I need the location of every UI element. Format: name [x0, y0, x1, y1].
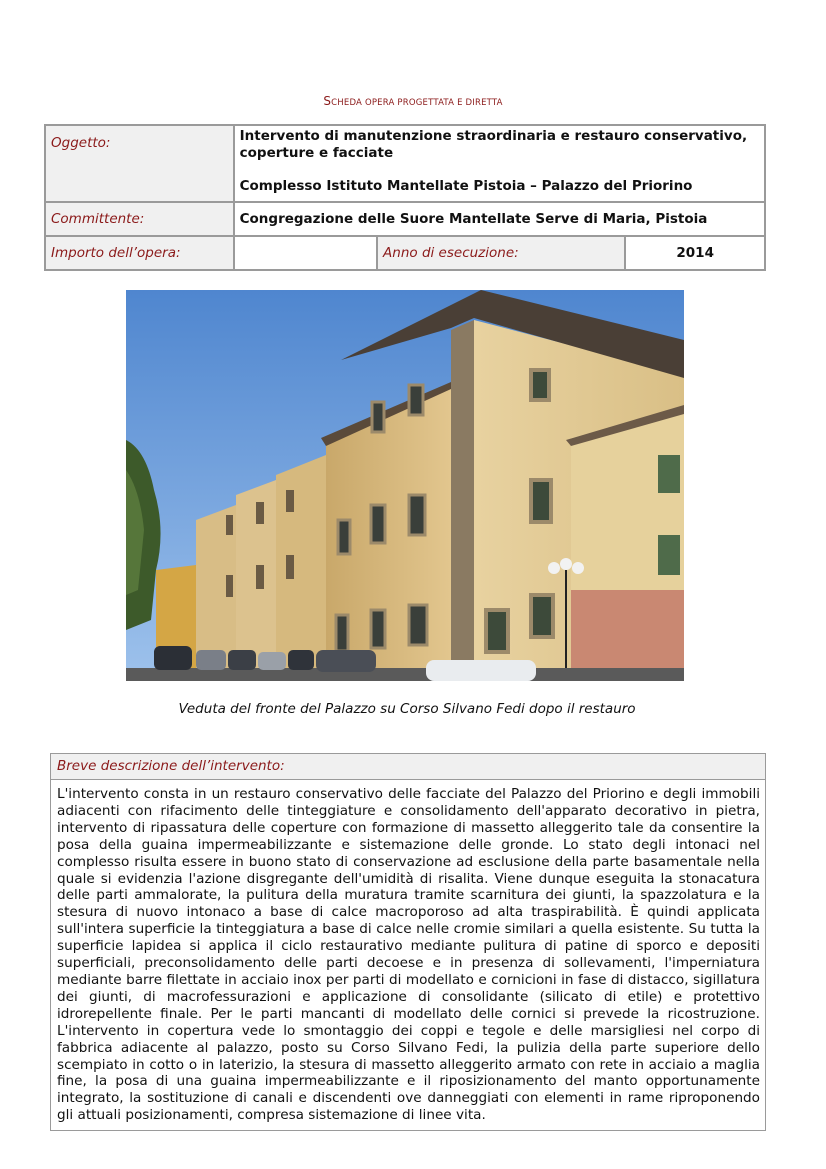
header-initial: S	[323, 94, 332, 108]
description-box	[50, 753, 766, 1131]
anno-value: 2014	[625, 236, 765, 270]
description-text: L'intervento consta in un restauro conservativo delle facciate del Palazzo del Priorino e degli immobili adiacenti con rifacimento delle tinteggiature e consolidamento dell'apparato decorativo in pietra, intervento di ripassatura delle coperture con formazione di massetto alleggerito tale da consentire la posa della guaina impermeabilizzante e sistemazione delle gronde. Lo stato degli intonaci nel complesso risulta essere in buono stato di conservazione ad esclusione della parte basamentale nella quale si evidenzia l'azione disgregante dell'umidità di risalita. Viene dunque eseguita la stonacatura delle parti ammalorate, la pulitura della muratura tramite scarnitura dei giunti, la spazzolatura e la stesura di nuovo intonaco a base di calce macroporoso ad alta traspirabilità. È quindi applicata sull'intera superficie la tinteggiatura a base di calce nelle cromie similari a quella esistente. Su tutta la superficie lapidea si applica il ciclo restaurativo mediante pulitura di patine di sporco e depositi superficiali, preconsolidamento delle parti decoese e in presenza di sollevamenti, l'imperniatura mediante barre filettate in acciaio inox per parti di modellato e cornicioni in fase di distacco, sigillatura dei giunti, di macrofessurazioni e applicazione di consolidante (silicato di etile) e protettivo idrorepellente finale. Per le parti mancanti di modellato delle cornici si prevede la ricostruzione. L'intervento in copertura vede lo smontaggio dei coppi e tegole e delle marsigliesi nel corpo di fabbrica adiacente al palazzo, posto su Corso Silvano Fedi, la pulizia della parte superiore dello scempiato in cotto o in laterizio, la stesura di massetto alleggerito armato con rete in acciaio a maglia fine, la posa di una guaina impermeabilizzante e il riposizionamento del manto opportunamente integrato, la sostituzione di canali e discendenti ove danneggiati con elementi in rame riproponendo gli attuali posizionamenti, compresa sistemazione di linee vita.	[57, 786, 760, 1124]
header-title: CHEDA OPERA PROGETTATA E DIRETTA	[331, 98, 503, 108]
anno-label: Anno di esecuzione:	[377, 236, 625, 270]
committente-value: Congregazione delle Suore Mantellate Serve di Maria, Pistoia	[234, 202, 765, 236]
palazzo-photo	[126, 290, 684, 681]
photo-caption: Veduta del fronte del Palazzo su Corso Silvano Fedi dopo il restauro	[178, 701, 636, 717]
importo-value	[234, 236, 377, 270]
oggetto-label: Oggetto:	[45, 125, 234, 202]
committente-row	[45, 202, 765, 236]
project-info-table	[44, 124, 766, 271]
committente-label: Committente:	[45, 202, 234, 236]
oggetto-row	[45, 125, 765, 202]
oggetto-line1: Intervento di manutenzione straordinaria e restauro conservativo, coperture e facciate	[239, 128, 748, 161]
description-heading: Breve descrizione dell’intervento:	[51, 754, 765, 780]
importo-label: Importo dell’opera:	[45, 236, 234, 270]
importo-row	[45, 236, 765, 270]
oggetto-line2: Complesso Istituto Mantellate Pistoia – Palazzo del Priorino	[239, 178, 693, 194]
document-header	[0, 94, 826, 108]
oggetto-value	[234, 125, 765, 202]
